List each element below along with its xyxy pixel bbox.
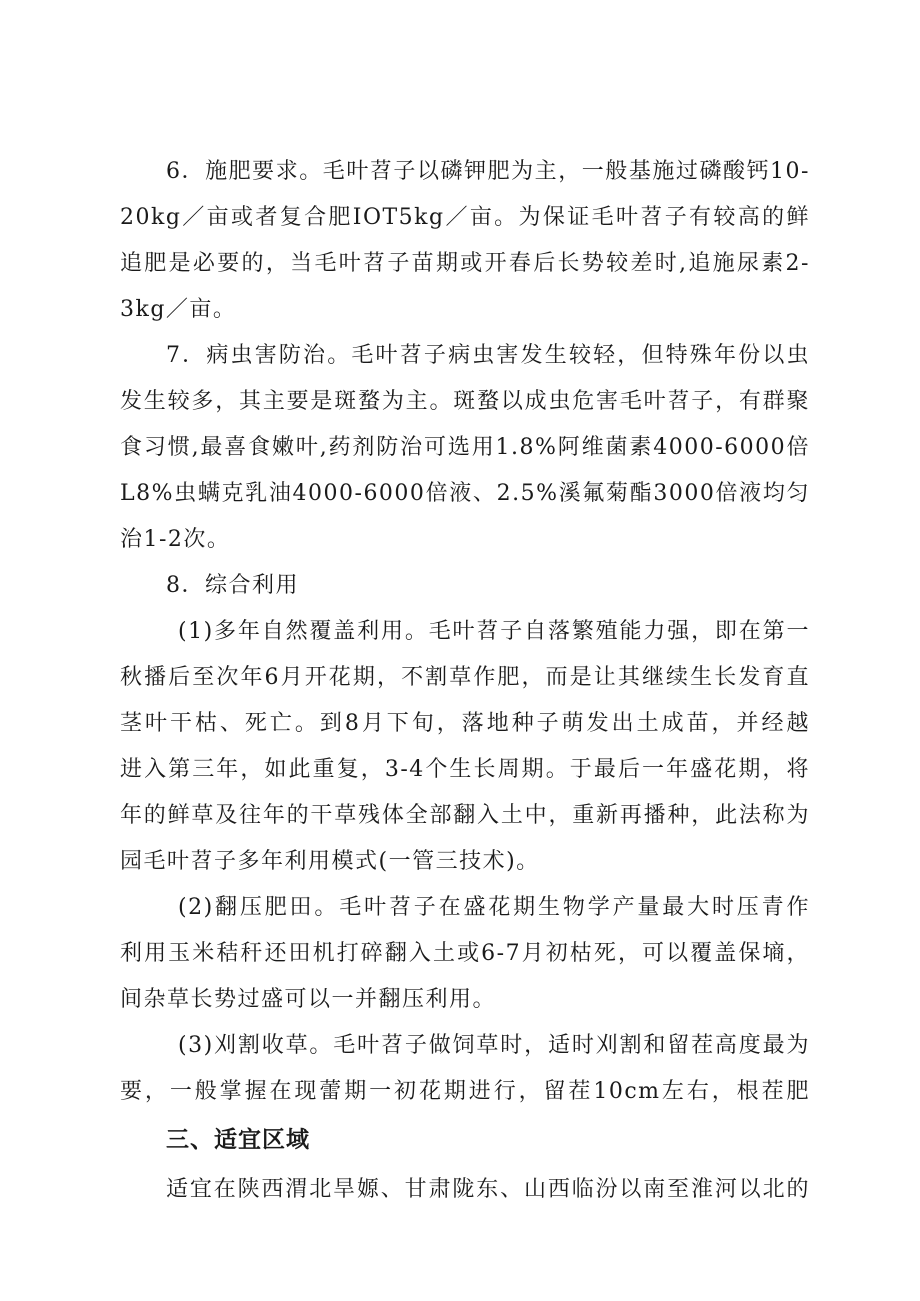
section-6-line-4: 3kg／亩。 xyxy=(120,297,237,322)
section-6-line-3: 追肥是必要的，当毛叶苕子苗期或开春后长势较差时,追施尿素2- xyxy=(120,251,810,276)
section-7-line-3: 食习惯,最喜食嫩叶,药剂防治可选用1.8%阿维菌素4000-6000倍 xyxy=(120,435,810,460)
item-1-line-6: 园毛叶苕子多年利用模式(一管三技术)。 xyxy=(120,849,540,874)
section-6-line-2: 20kg／亩或者复合肥IOT5kg／亩。为保证毛叶苕子有较高的鲜 xyxy=(120,205,810,230)
section-7-line-2: 发生较多，其主要是斑蝥为主。斑蝥以成虫危害毛叶苕子，有群聚 xyxy=(120,389,810,414)
section-heading-regions: 三、适宜区域 xyxy=(166,1127,310,1153)
regions-line-1: 适宜在陕西渭北旱嫄、甘肃陇东、山西临汾以南至淮河以北的 xyxy=(166,1177,810,1202)
section-7-line-5: 治1-2次。 xyxy=(120,527,231,552)
section-6-line-1: 6．施肥要求。毛叶苕子以磷钾肥为主，一般基施过磷酸钙10- xyxy=(166,159,810,184)
section-7-line-4: L8%虫螨克乳油4000-6000倍液、2.5%溪氟菊酯3000倍液均匀 xyxy=(120,481,810,506)
item-3-line-1: (3)刈割收草。毛叶苕子做饲草时，适时刈割和留茬高度最为 xyxy=(178,1033,810,1058)
item-1-line-1: (1)多年自然覆盖利用。毛叶苕子自落繁殖能力强，即在第一 xyxy=(178,619,810,644)
section-7-line-1: 7．病虫害防治。毛叶苕子病虫害发生较轻，但特殊年份以虫 xyxy=(166,343,810,368)
item-1-line-3: 茎叶干枯、死亡。到8月下旬，落地种子萌发出土成苗，并经越 xyxy=(120,711,810,736)
item-2-line-2: 利用玉米秸秆还田机打碎翻入土或6-7月初枯死，可以覆盖保墒， xyxy=(120,941,810,966)
item-1-line-2: 秋播后至次年6月开花期，不割草作肥，而是让其继续生长发育直 xyxy=(120,665,810,690)
item-3-line-2: 要，一般掌握在现蕾期一初花期进行，留茬10cm左右，根茬肥 xyxy=(120,1079,810,1104)
section-8-title: 8．综合利用 xyxy=(166,573,299,598)
item-2-line-1: (2)翻压肥田。毛叶苕子在盛花期生物学产量最大时压青作 xyxy=(178,895,810,920)
item-1-line-5: 年的鲜草及往年的干草残体全部翻入土中，重新再播种，此法称为 xyxy=(120,803,810,828)
item-1-line-4: 进入第三年，如此重复，3-4个生长周期。于最后一年盛花期，将 xyxy=(120,757,810,782)
item-2-line-3: 间杂草长势过盛可以一并翻压利用。 xyxy=(120,987,497,1012)
